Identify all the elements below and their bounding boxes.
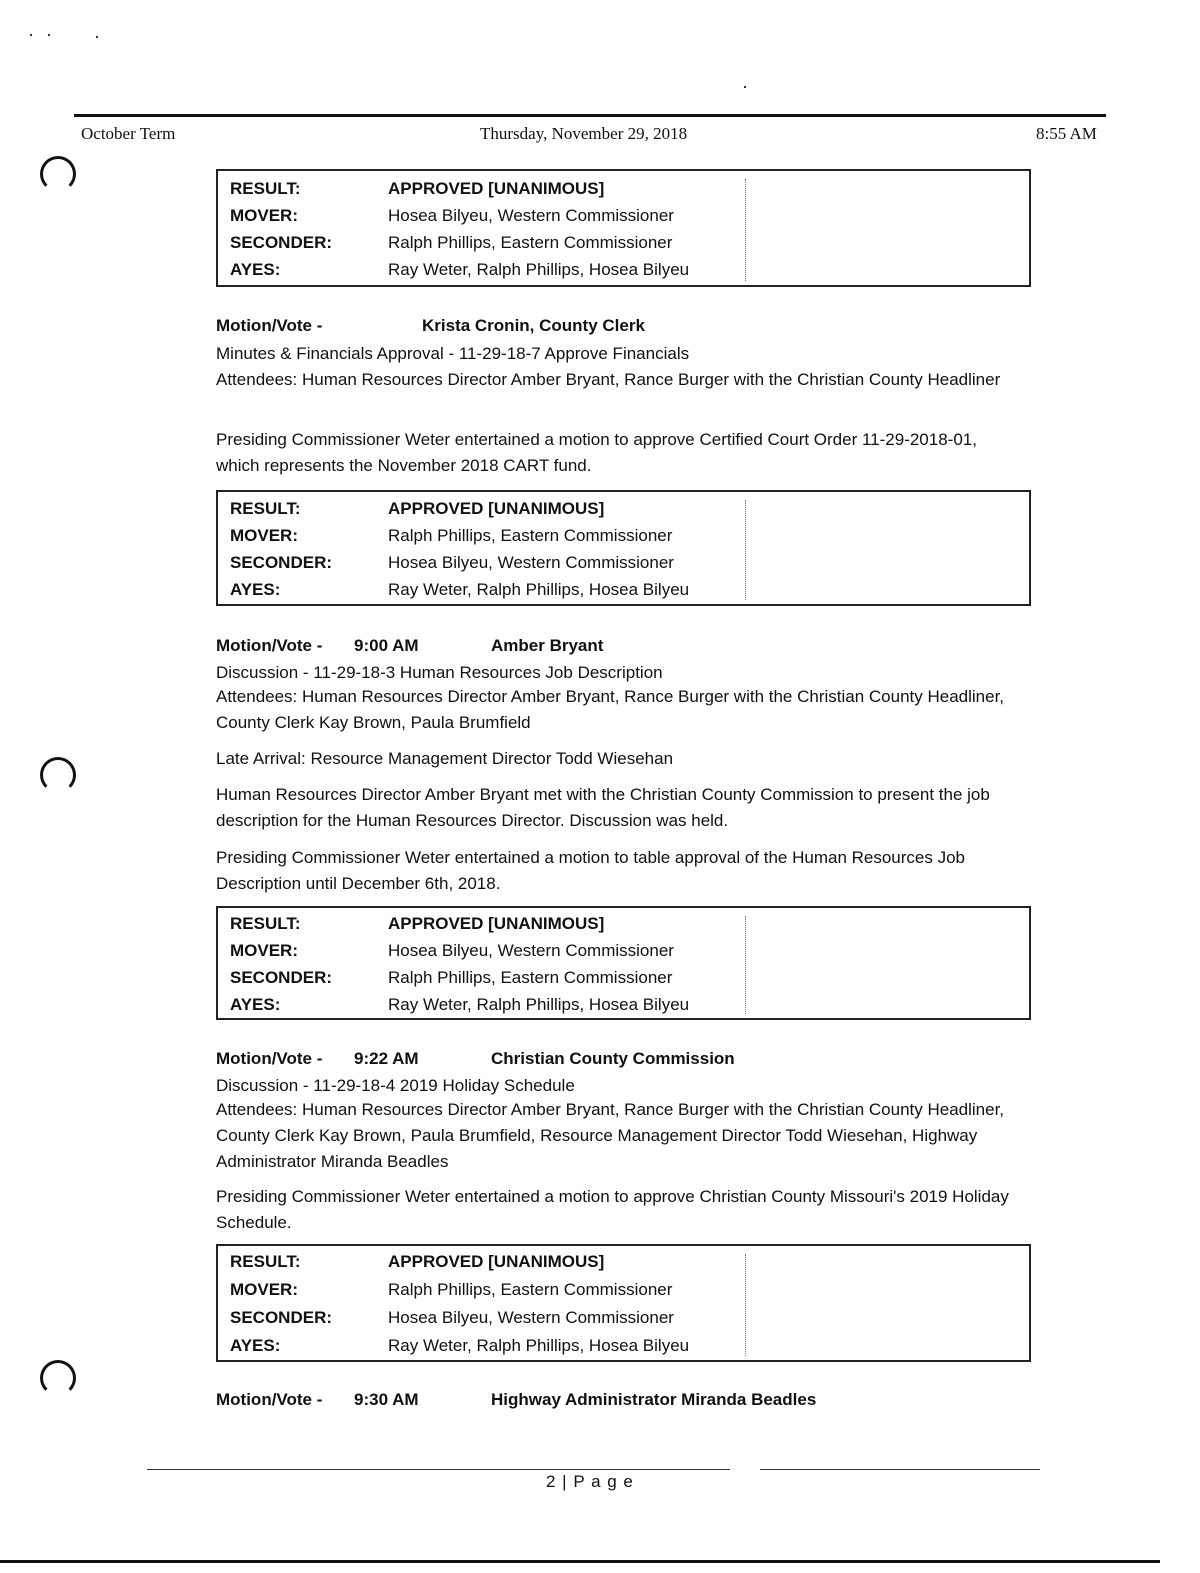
result-value: APPROVED [UNANIMOUS] [388,179,605,198]
header-rule [74,114,1106,117]
seconder-value: Hosea Bilyeu, Western Commissioner [388,553,674,572]
motion-attendees: Attendees: Human Resources Director Amber Bryant, Rance Burger with the Christian County Headliner, County Clerk Kay Brown, Paula Brumfield, Resource Management Director Todd Wiesehan, Highway Administrator Miranda Beadles [216,1100,1005,1171]
result-label: RESULT: [230,179,301,198]
ayes-value: Ray Weter, Ralph Phillips, Hosea Bilyeu [388,580,690,599]
scan-speck [48,34,50,36]
motion-topic: Discussion - 11-29-18-3 Human Resources Job Description [216,663,663,682]
motion-heading [216,1390,817,1410]
ayes-label: AYES: [230,580,281,599]
mover-label: MOVER: [230,1280,298,1299]
result-value: APPROVED [UNANIMOUS] [388,1252,605,1271]
result-label: RESULT: [230,1252,301,1271]
footer-rule [147,1469,730,1470]
result-label: RESULT: [230,499,301,518]
column-divider [745,916,746,1014]
column-divider [745,179,746,281]
motion-text: Presiding Commissioner Weter entertained a motion to table approval of the Human Resources Job Description until December 6th, 2018. [216,848,966,893]
vote-result-table [216,169,1031,287]
page-number: 2 | P a g e [546,1472,634,1491]
column-divider [745,1254,746,1356]
term-label: October Term [81,124,176,143]
mover-value: Hosea Bilyeu, Western Commissioner [388,941,674,960]
motion-presenter: Amber Bryant [491,636,604,655]
motion-label: Motion/Vote - [216,1390,323,1409]
meeting-date: Thursday, November 29, 2018 [480,124,688,143]
ayes-label: AYES: [230,995,281,1014]
punch-hole-mark [40,757,76,793]
seconder-label: SECONDER: [230,968,333,987]
motion-presenter: Highway Administrator Miranda Beadles [491,1390,817,1409]
scan-edge-line [0,1560,1160,1563]
motion-presenter: Krista Cronin, County Clerk [422,316,645,335]
ayes-label: AYES: [230,260,281,279]
motion-heading [216,636,604,656]
motion-label: Motion/Vote - [216,1049,323,1068]
scan-speck [30,34,32,36]
motion-attendees: Attendees: Human Resources Director Amber Bryant, Rance Burger with the Christian County Headliner, County Clerk Kay Brown, Paula Brumfield [216,687,1005,732]
mover-label: MOVER: [230,941,298,960]
motion-text: Presiding Commissioner Weter entertained a motion to approve Christian County Missouri's 2019 Holiday Schedule. [216,1187,1009,1232]
punch-hole-mark [40,1360,76,1396]
late-arrival: Late Arrival: Resource Management Director Todd Wiesehan [216,749,674,768]
seconder-value: Ralph Phillips, Eastern Commissioner [388,233,673,252]
mover-label: MOVER: [230,206,298,225]
mover-value: Ralph Phillips, Eastern Commissioner [388,526,673,545]
punch-hole-mark [40,156,76,192]
ayes-label: AYES: [230,1336,281,1355]
footer-rule [760,1469,1040,1470]
motion-heading [216,1049,735,1069]
seconder-value: Hosea Bilyeu, Western Commissioner [388,1308,674,1327]
seconder-label: SECONDER: [230,553,333,572]
motion-time: 9:00 AM [354,636,419,655]
vote-result-table [216,1244,1031,1362]
motion-label: Motion/Vote - [216,636,323,655]
meeting-time: 8:55 AM [1036,124,1097,143]
result-value: APPROVED [UNANIMOUS] [388,499,605,518]
result-value: APPROVED [UNANIMOUS] [388,914,605,933]
motion-time: 9:30 AM [354,1390,419,1409]
motion-presenter: Christian County Commission [491,1049,735,1068]
seconder-value: Ralph Phillips, Eastern Commissioner [388,968,673,987]
ayes-value: Ray Weter, Ralph Phillips, Hosea Bilyeu [388,995,690,1014]
motion-narrative: Human Resources Director Amber Bryant met with the Christian County Commission to present the job description for the Human Resources Director. Discussion was held. [216,785,990,830]
motion-text: Presiding Commissioner Weter entertained a motion to approve Certified Court Order 11-29-2018-01, which represents the November 2018 CART fund. [216,430,977,475]
mover-value: Hosea Bilyeu, Western Commissioner [388,206,674,225]
motion-label: Motion/Vote - [216,316,323,335]
motion-heading [216,316,645,336]
motion-time: 9:22 AM [354,1049,419,1068]
seconder-label: SECONDER: [230,1308,333,1327]
seconder-label: SECONDER: [230,233,333,252]
scan-speck [744,86,746,88]
column-divider [745,500,746,600]
vote-result-table [216,906,1031,1020]
result-label: RESULT: [230,914,301,933]
vote-result-table [216,490,1031,606]
scan-speck [96,36,98,38]
motion-topic: Discussion - 11-29-18-4 2019 Holiday Schedule [216,1076,575,1095]
mover-value: Ralph Phillips, Eastern Commissioner [388,1280,673,1299]
motion-topic: Minutes & Financials Approval - 11-29-18-7 Approve Financials [216,344,690,363]
ayes-value: Ray Weter, Ralph Phillips, Hosea Bilyeu [388,260,690,279]
motion-attendees: Attendees: Human Resources Director Amber Bryant, Rance Burger with the Christian County Headliner [216,370,1001,389]
mover-label: MOVER: [230,526,298,545]
ayes-value: Ray Weter, Ralph Phillips, Hosea Bilyeu [388,1336,690,1355]
